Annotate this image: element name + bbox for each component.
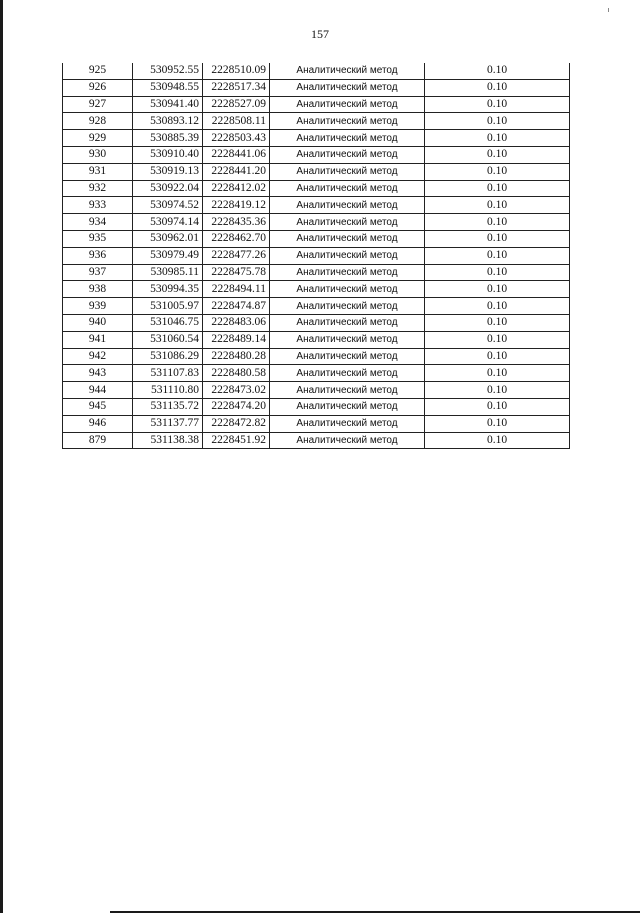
point-number-cell: 944 — [63, 382, 133, 399]
table-row — [63, 180, 570, 197]
table-row — [63, 113, 570, 130]
accuracy-cell: 0.10 — [425, 298, 570, 315]
accuracy-cell: 0.10 — [425, 230, 570, 247]
page-number: 157 — [311, 27, 329, 41]
table-row — [63, 146, 570, 163]
method-cell: Аналитический метод — [270, 180, 425, 197]
point-number-cell: 940 — [63, 314, 133, 331]
y-coordinate-cell: 2228480.58 — [203, 365, 270, 382]
x-coordinate-cell: 531110.80 — [133, 382, 203, 399]
accuracy-cell: 0.10 — [425, 180, 570, 197]
point-number-cell: 933 — [63, 197, 133, 214]
point-number-cell: 936 — [63, 247, 133, 264]
method-cell: Аналитический метод — [270, 298, 425, 315]
method-cell: Аналитический метод — [270, 314, 425, 331]
method-cell: Аналитический метод — [270, 415, 425, 432]
accuracy-cell: 0.10 — [425, 214, 570, 231]
accuracy-cell: 0.10 — [425, 398, 570, 415]
accuracy-cell: 0.10 — [425, 382, 570, 399]
x-coordinate-cell: 530985.11 — [133, 264, 203, 281]
method-cell: Аналитический метод — [270, 63, 425, 79]
x-coordinate-cell: 530948.55 — [133, 79, 203, 96]
table-row — [63, 398, 570, 415]
table-row — [63, 298, 570, 315]
coordinates-table — [62, 63, 570, 449]
method-cell: Аналитический метод — [270, 96, 425, 113]
point-number-cell: 934 — [63, 214, 133, 231]
point-number-cell: 932 — [63, 180, 133, 197]
method-cell: Аналитический метод — [270, 146, 425, 163]
accuracy-cell: 0.10 — [425, 415, 570, 432]
y-coordinate-cell: 2228527.09 — [203, 96, 270, 113]
point-number-cell: 937 — [63, 264, 133, 281]
method-cell: Аналитический метод — [270, 230, 425, 247]
x-coordinate-cell: 530919.13 — [133, 163, 203, 180]
method-cell: Аналитический метод — [270, 365, 425, 382]
y-coordinate-cell: 2228412.02 — [203, 180, 270, 197]
table-row — [63, 230, 570, 247]
accuracy-cell: 0.10 — [425, 264, 570, 281]
x-coordinate-cell: 530962.01 — [133, 230, 203, 247]
y-coordinate-cell: 2228441.06 — [203, 146, 270, 163]
table-row — [63, 432, 570, 449]
y-coordinate-cell: 2228480.28 — [203, 348, 270, 365]
y-coordinate-cell: 2228472.82 — [203, 415, 270, 432]
table-row — [63, 348, 570, 365]
table-row — [63, 163, 570, 180]
accuracy-cell: 0.10 — [425, 96, 570, 113]
y-coordinate-cell: 2228503.43 — [203, 130, 270, 147]
accuracy-cell: 0.10 — [425, 197, 570, 214]
y-coordinate-cell: 2228510.09 — [203, 63, 270, 79]
x-coordinate-cell: 530974.14 — [133, 214, 203, 231]
method-cell: Аналитический метод — [270, 197, 425, 214]
point-number-cell: 946 — [63, 415, 133, 432]
point-number-cell: 938 — [63, 281, 133, 298]
method-cell: Аналитический метод — [270, 432, 425, 449]
accuracy-cell: 0.10 — [425, 130, 570, 147]
method-cell: Аналитический метод — [270, 163, 425, 180]
point-number-cell: 927 — [63, 96, 133, 113]
method-cell: Аналитический метод — [270, 130, 425, 147]
y-coordinate-cell: 2228441.20 — [203, 163, 270, 180]
accuracy-cell: 0.10 — [425, 163, 570, 180]
y-coordinate-cell: 2228462.70 — [203, 230, 270, 247]
accuracy-cell: 0.10 — [425, 365, 570, 382]
accuracy-cell: 0.10 — [425, 432, 570, 449]
y-coordinate-cell: 2228475.78 — [203, 264, 270, 281]
method-cell: Аналитический метод — [270, 214, 425, 231]
table-row — [63, 281, 570, 298]
point-number-cell: 879 — [63, 432, 133, 449]
point-number-cell: 925 — [63, 63, 133, 79]
method-cell: Аналитический метод — [270, 247, 425, 264]
y-coordinate-cell: 2228419.12 — [203, 197, 270, 214]
accuracy-cell: 0.10 — [425, 146, 570, 163]
x-coordinate-cell: 531046.75 — [133, 314, 203, 331]
x-coordinate-cell: 531107.83 — [133, 365, 203, 382]
table-row — [63, 365, 570, 382]
x-coordinate-cell: 530893.12 — [133, 113, 203, 130]
point-number-cell: 945 — [63, 398, 133, 415]
y-coordinate-cell: 2228474.20 — [203, 398, 270, 415]
table-row — [63, 214, 570, 231]
point-number-cell: 943 — [63, 365, 133, 382]
x-coordinate-cell: 530885.39 — [133, 130, 203, 147]
x-coordinate-cell: 530941.40 — [133, 96, 203, 113]
x-coordinate-cell: 530952.55 — [133, 63, 203, 79]
method-cell: Аналитический метод — [270, 382, 425, 399]
point-number-cell: 926 — [63, 79, 133, 96]
x-coordinate-cell: 531137.77 — [133, 415, 203, 432]
accuracy-cell: 0.10 — [425, 348, 570, 365]
x-coordinate-cell: 530974.52 — [133, 197, 203, 214]
y-coordinate-cell: 2228435.36 — [203, 214, 270, 231]
x-coordinate-cell: 531138.38 — [133, 432, 203, 449]
x-coordinate-cell: 531086.29 — [133, 348, 203, 365]
table-row — [63, 79, 570, 96]
method-cell: Аналитический метод — [270, 113, 425, 130]
accuracy-cell: 0.10 — [425, 314, 570, 331]
table-row — [63, 382, 570, 399]
table-row — [63, 314, 570, 331]
y-coordinate-cell: 2228483.06 — [203, 314, 270, 331]
accuracy-cell: 0.10 — [425, 281, 570, 298]
scan-edge-left — [0, 0, 3, 913]
method-cell: Аналитический метод — [270, 79, 425, 96]
y-coordinate-cell: 2228477.26 — [203, 247, 270, 264]
point-number-cell: 935 — [63, 230, 133, 247]
x-coordinate-cell: 531135.72 — [133, 398, 203, 415]
point-number-cell: 941 — [63, 331, 133, 348]
table-row — [63, 415, 570, 432]
x-coordinate-cell: 530979.49 — [133, 247, 203, 264]
method-cell: Аналитический метод — [270, 264, 425, 281]
accuracy-cell: 0.10 — [425, 247, 570, 264]
accuracy-cell: 0.10 — [425, 79, 570, 96]
x-coordinate-cell: 530994.35 — [133, 281, 203, 298]
y-coordinate-cell: 2228473.02 — [203, 382, 270, 399]
y-coordinate-cell: 2228494.11 — [203, 281, 270, 298]
table-row — [63, 264, 570, 281]
coordinates-table-body — [63, 63, 570, 449]
method-cell: Аналитический метод — [270, 398, 425, 415]
point-number-cell: 939 — [63, 298, 133, 315]
point-number-cell: 930 — [63, 146, 133, 163]
y-coordinate-cell: 2228451.92 — [203, 432, 270, 449]
table-row — [63, 130, 570, 147]
point-number-cell: 928 — [63, 113, 133, 130]
x-coordinate-cell: 531005.97 — [133, 298, 203, 315]
point-number-cell: 929 — [63, 130, 133, 147]
x-coordinate-cell: 530922.04 — [133, 180, 203, 197]
method-cell: Аналитический метод — [270, 281, 425, 298]
accuracy-cell: 0.10 — [425, 331, 570, 348]
point-number-cell: 931 — [63, 163, 133, 180]
scan-speck — [608, 8, 609, 12]
y-coordinate-cell: 2228517.34 — [203, 79, 270, 96]
y-coordinate-cell: 2228489.14 — [203, 331, 270, 348]
table-row — [63, 331, 570, 348]
method-cell: Аналитический метод — [270, 331, 425, 348]
y-coordinate-cell: 2228474.87 — [203, 298, 270, 315]
table-row — [63, 247, 570, 264]
table-row — [63, 197, 570, 214]
x-coordinate-cell: 531060.54 — [133, 331, 203, 348]
method-cell: Аналитический метод — [270, 348, 425, 365]
x-coordinate-cell: 530910.40 — [133, 146, 203, 163]
table-row — [63, 96, 570, 113]
accuracy-cell: 0.10 — [425, 113, 570, 130]
y-coordinate-cell: 2228508.11 — [203, 113, 270, 130]
accuracy-cell: 0.10 — [425, 63, 570, 79]
table-row — [63, 63, 570, 79]
point-number-cell: 942 — [63, 348, 133, 365]
